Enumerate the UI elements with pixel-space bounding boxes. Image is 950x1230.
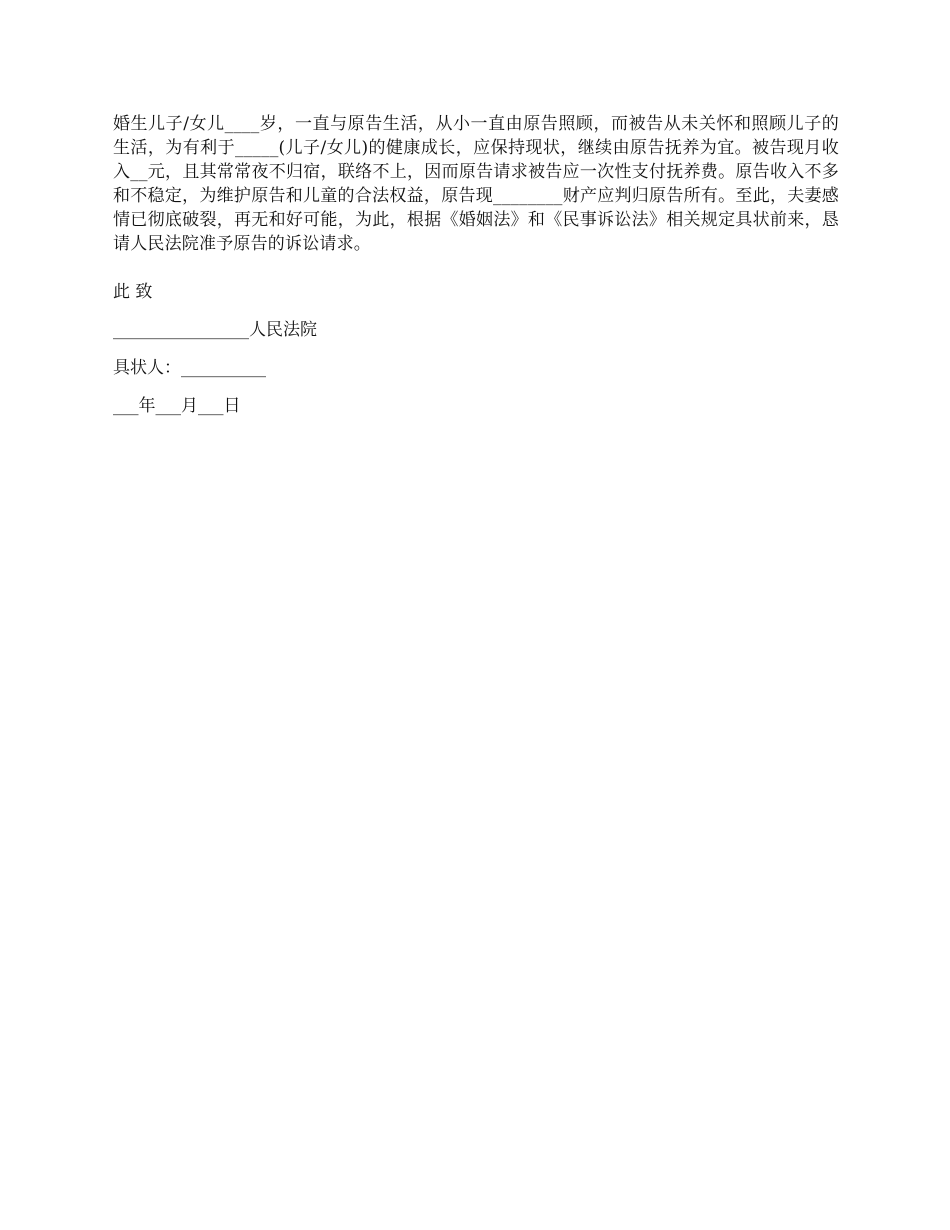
salutation: 此 致 [113,282,153,302]
document-page [113,112,839,418]
signer-line: 具状人：__________ [113,358,266,378]
date-line: ___年___月___日 [113,396,241,416]
court-line: ________________人民法院 [113,320,317,340]
complaint-body-paragraph: 婚生儿子/女儿____岁，一直与原告生活，从小一直由原告照顾，而被告从未关怀和照顾儿子的生活，为有利于_____(儿子/女儿)的健康成长，应保持现状，继续由原告抚养为宜。被告现月收入__元，且其常常夜不归宿，联络不上，因而原告请求被告应一次性支付抚养费。原告收入不多和不稳定，为维护原告和儿童的合法权益，原告现________财产应判归原告所有。至此，夫妻感情已彻底破裂，再无和好可能，为此，根据《婚姻法》和《民事诉讼法》相关规定具状前来，恳请人民法院准予原告的诉讼请求。 [113,114,839,254]
